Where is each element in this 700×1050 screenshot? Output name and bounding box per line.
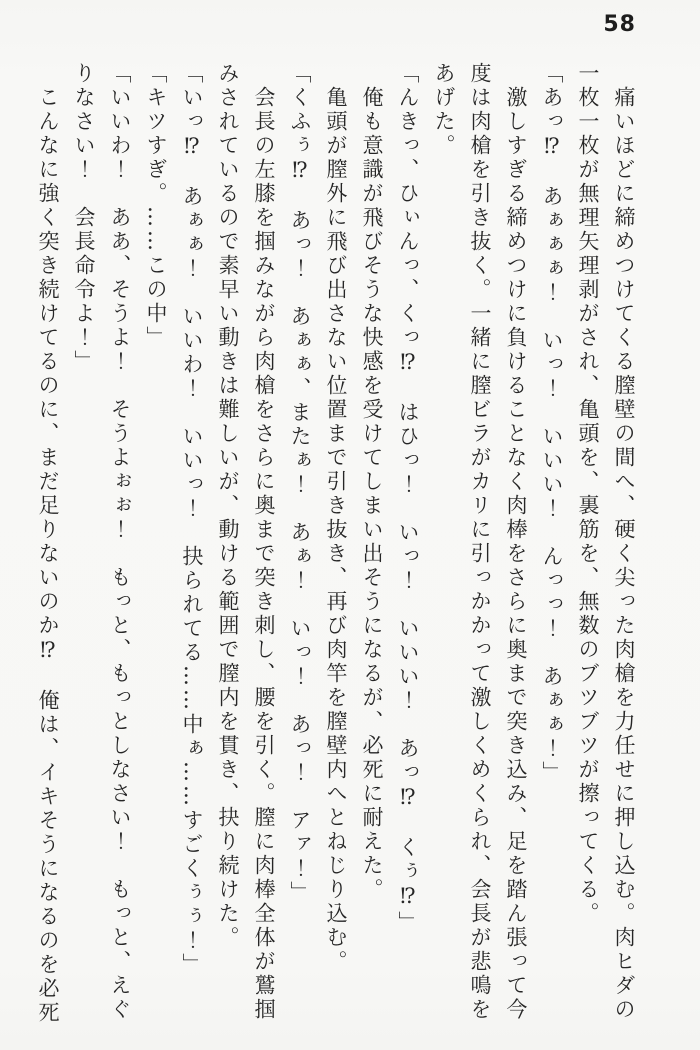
dialogue-line: 「あっ⁉ あぁぁぁ！ いっ！ いいい！ んっっ！ あぁぁ！」 [540, 62, 564, 785]
dialogue-line: 「キツすぎ。……この中」 [144, 62, 168, 350]
dialogue-line: 「いっ⁉ あぁぁ！ いいわ！ いいっ！ 抉られてる……中ぁ……すごくぅぅ！」 [180, 62, 204, 977]
narration-paragraph: こんなに強く突き続けてるのに、まだ足りないのか⁉ 俺は、イキそうになるのを必死 [36, 86, 60, 1025]
narration-paragraph: 痛いほどに締めつけてくる膣壁の間へ、硬く尖った肉槍を力任せに押し込む。肉ヒダの一枚一枚が無理矢理剥がされ、亀頭を、裏筋を、無数のブツブツが擦ってくる。 [576, 62, 636, 1022]
narration-paragraph: 俺も意識が飛びそうな快感を受けてしまい出そうになるが、必死に耐えた。 [360, 86, 384, 902]
narration-paragraph: 会長の左膝を掴みながら肉槍をさらに奥まで突き刺し、腰を引く。膣に肉棒全体が鷲掴みされているので素早い動きは難しいが、動ける範囲で膣内を貫き、抉り続けた。 [216, 62, 276, 1022]
vertical-text-block [30, 62, 642, 1026]
dialogue-line: 「くふぅ⁉ あっ！ あぁぁ、またぁ！ あぁ！ いっ！ あっ！ アァ！」 [288, 62, 312, 905]
dialogue-line: 「いいわ！ ああ、そうよ！ そうよぉぉ！ もっと、もっとしなさい！ もっと、えぐりなさい！ 会長命令よ！」 [72, 62, 132, 1022]
page-number: 58 [603, 12, 636, 37]
narration-paragraph: 亀頭が膣外に飛び出さない位置まで引き抜き、再び肉竿を膣壁内へとねじり込む。 [324, 86, 348, 974]
dialogue-line: 「んきっ、ひぃんっ、くっ⁉ はひっ！ いっ！ いいい！ あっ⁉ くぅ⁉」 [396, 62, 420, 935]
narration-paragraph: 激しすぎる締めつけに負けることなく肉棒をさらに奥まで突き込み、足を踏ん張って今度は肉槍を引き抜く。一緒に膣ビラがカリに引っかかって激しくめくられ、会長が悲鳴をあげた。 [432, 62, 528, 1022]
